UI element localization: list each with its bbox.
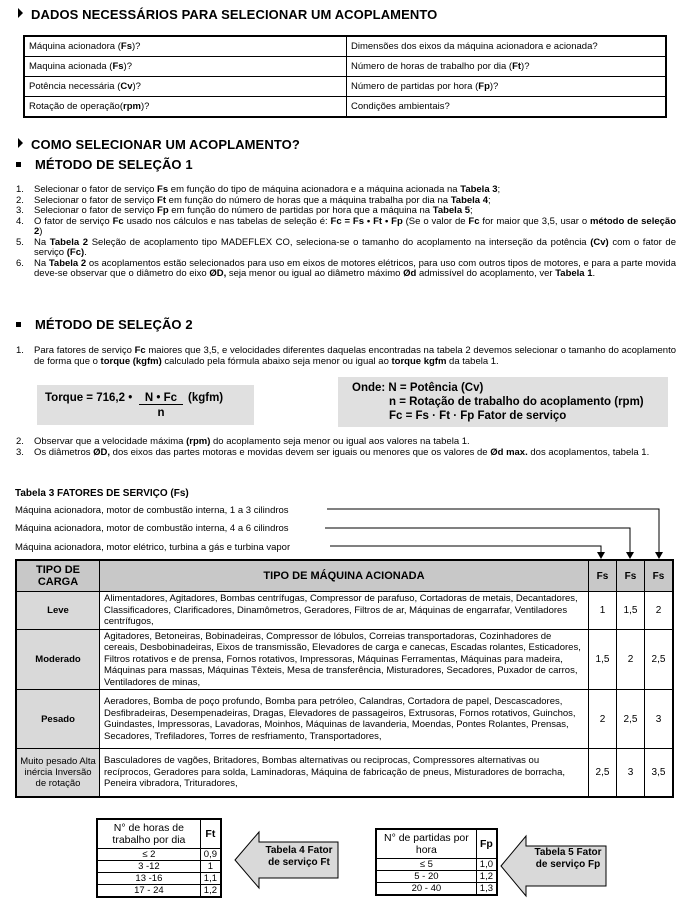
table-row [16, 690, 673, 749]
table-row [97, 872, 221, 884]
hours-range: 3 -12 [97, 860, 200, 872]
header-tipo-carga: TIPO DE CARGA [16, 560, 100, 592]
table-row [16, 629, 673, 690]
machine-list: Agitadores, Betoneiras, Bobinadeiras, Compressor de lóbulos, Correias transportadoras, Cozinhadores de cereais, Desbobinadeiras, Eixos de transmissão, Elevadores de carga e canecas, Escadas rolantes, Esticadores, Filtros rotativos e de prensa, Fornos rotativos, Impressoras, Máquinas Ferramentas, Máquinas para madeira, Máquinas para massas, Máquinas Têxteis, Mesa de transferência, Misturadores, Secadores, Puxador de carros, Ventiladores de minas, [100, 629, 589, 690]
header-tipo-maquina: TIPO DE MÁQUINA ACIONADA [100, 560, 589, 592]
fs-value: 2,5 [645, 629, 674, 690]
hours-range: ≤ 2 [97, 848, 200, 860]
requirement-symbol: Ft [512, 61, 522, 72]
header-fs: Fs [589, 560, 617, 592]
list-item: 5. Na Tabela 2 Seleção de acoplamento tipo MADEFLEX CO, seleciona-se o tamanho do acoplamento na interseção da potência (Cv) com o fator de serviço (Fc). [16, 236, 677, 258]
machine-list: Alimentadores, Agitadores, Bombas centrífugas, Compressor de parafuso, Cortadoras de metais, Decantadores, Classificadores, Clarificadores, Dinamômetros, Geradores, Filtros de ar, Máquinas de engarrafar, Ventiladores centrífugos, [100, 592, 589, 630]
driver-label-3: Máquina acionadora, motor elétrico, turbina a gás e turbina vapor [15, 542, 291, 553]
fs-value: 2 [645, 592, 674, 630]
list-item: 6. Na Tabela 2 os acoplamentos estão selecionados para uso em eixos de motores elétricos, para uso com outros tipos de motores, e para a parte movida deve-se observar que o diâmetro do eixo ØD, seja menor ou igual ao diâmetro máximo Ød admissível do acoplamento, ver Tabela 1. [16, 257, 676, 279]
list-item: 2. Selecionar o fator de serviço Ft em função do número de horas que a máquina trabalha por dia na Tabela 4; [16, 194, 491, 206]
requirement-text: Número de horas de trabalho por dia ( [351, 61, 513, 72]
fs-value: 3 [645, 690, 674, 749]
machine-list: Aeradores, Bomba de poço profundo, Bomba para petróleo, Calandras, Cortadora de papel, Descascadores, Desfibradeiras, Desempenadeiras, Dragas, Elevadores de passageiros, Extrusoras, Fornos rotativos, Guinchos, Guindastes, Impressoras, Lavadoras, Moinhos, Máquinas de lavanderia, Moendas, Pontes Rolantes, Prensas, Secadores, Trefiladores, Torres de resfriamento, Transportadores, [100, 690, 589, 749]
load-category: Pesado [16, 690, 100, 749]
requirement-text: Máquina acionadora ( [29, 41, 121, 52]
load-category: Leve [16, 592, 100, 630]
header-starts: N° de partidas por hora [376, 829, 476, 858]
fs-value: 1,5 [589, 629, 617, 690]
torque-label: Torque = 716,2 • [45, 392, 133, 404]
list-item: 1. Para fatores de serviço Fc maiores que 3,5, e velocidades diferentes daquelas encontradas na tabela 2 devemos selecionar o tamanho do acoplamento de forma que o torque (kgfm) calculado pela fórmula abaixo seja menor ou igual ao torque kgfm da tabela 1. [16, 345, 676, 367]
starts-factor-table [375, 828, 498, 896]
fp-value: 1,0 [476, 858, 497, 870]
requirement-symbol: Fs [120, 41, 132, 52]
table5-label: Tabela 5 Fator de serviço Fp [534, 847, 602, 870]
header-fp: Fp [476, 829, 497, 858]
hours-factor-table [96, 818, 222, 898]
list-item: 4. O fator de serviço Fc usado nos cálculos e nas tabelas de seleção é: Fc = Fs • Ft • Fp (Se o valor de Fc for maior que 3,5, usar o método de seleção 2) [16, 215, 676, 237]
requirement-suffix: )? [140, 101, 150, 112]
section-title-dados: DADOS NECESSÁRIOS PARA SELECIONAR UM ACOPLAMENTO [18, 7, 437, 22]
fs-value: 1 [589, 592, 617, 630]
list-item: 3. Os diâmetros ØD, dos eixos das partes motoras e movidas devem ser iguais ou menores que os valores de Ød max. dos acoplamentos, tabela 1. [16, 446, 650, 458]
table-row [376, 858, 497, 870]
ft-value: 1 [200, 860, 221, 872]
load-category: Moderado [16, 629, 100, 690]
formula-numerator: N • Fc [139, 392, 183, 405]
requirement-text: Dimensões dos eixos da máquina acionadora e acionada? [351, 41, 598, 52]
requirement-text: Número de partidas por hora ( [351, 81, 479, 92]
table4-label: Tabela 4 Fator de serviço Ft [265, 845, 333, 868]
list-item: 3. Selecionar o fator de serviço Fp em função do número de partidas por hora que a máquina na Tabela 5; [16, 205, 473, 216]
fs-value: 2,5 [589, 749, 617, 797]
formula-unit: (kgfm) [188, 392, 224, 404]
method1-title: MÉTODO DE SELEÇÃO 1 [16, 157, 193, 172]
requirement-text: Potência necessária ( [29, 81, 121, 92]
fs-value: 2 [617, 629, 645, 690]
machine-list: Basculadores de vagões, Britadores, Bombas alternativas ou reciprocas, Compressores alternativas ou recíprocos, Geradores para solda, Laminadoras, Máquina de fabricação de pneus, Misturadores de borracha, Peneira vibradora, Trituradores, [100, 749, 589, 797]
requirement-text: Maquina acionada ( [29, 61, 113, 72]
legend-fc: Fc = Fs · Ft · Fp Fator de serviço [389, 410, 567, 422]
fp-value: 1,2 [476, 870, 497, 882]
table3-title: Tabela 3 FATORES DE SERVIÇO (Fs) [15, 488, 189, 499]
starts-range: ≤ 5 [376, 858, 476, 870]
requirement-suffix: )? [132, 41, 141, 52]
fs-value: 2 [589, 690, 617, 749]
ft-value: 1,2 [200, 884, 221, 897]
starts-range: 5 - 20 [376, 870, 476, 882]
requirement-symbol: Fp [478, 81, 490, 92]
formula-denominator: n [157, 407, 165, 419]
table-row [97, 848, 221, 860]
hours-range: 17 - 24 [97, 884, 200, 897]
requirement-suffix: )? [489, 81, 499, 92]
requirement-symbol: Cv [120, 81, 133, 92]
ft-value: 0,9 [200, 848, 221, 860]
list-item: 2. Observar que a velocidade máxima (rpm) do acoplamento seja menor ou igual aos valores na tabela 1. [16, 436, 470, 447]
starts-range: 20 - 40 [376, 882, 476, 895]
requirement-suffix: )? [132, 81, 141, 92]
header-hours: N° de horas de trabalho por dia [97, 819, 200, 848]
load-category: Muito pesado Alta inércia Inversão de rotação [16, 749, 100, 797]
requirement-suffix: )? [123, 61, 132, 72]
fs-value: 3,5 [645, 749, 674, 797]
requirement-text: Condições ambientais? [351, 101, 450, 112]
table-row [16, 749, 673, 797]
section-title-como: COMO SELECIONAR UM ACOPLAMENTO? [18, 137, 300, 152]
method2-title: MÉTODO DE SELEÇÃO 2 [16, 317, 193, 332]
driver-label-2: Máquina acionadora, motor de combustão interna, 4 a 6 cilindros [15, 523, 289, 534]
service-factor-table [15, 559, 674, 798]
requirement-suffix: )? [521, 61, 530, 72]
requirement-symbol: Fs [112, 61, 124, 72]
fp-value: 1,3 [476, 882, 497, 895]
ft-value: 1,1 [200, 872, 221, 884]
table-row [16, 592, 673, 630]
fs-value: 2,5 [617, 690, 645, 749]
table-row [97, 884, 221, 897]
table-row [376, 882, 497, 895]
fs-value: 3 [617, 749, 645, 797]
table-row [97, 860, 221, 872]
hours-range: 13 -16 [97, 872, 200, 884]
header-fs: Fs [645, 560, 674, 592]
header-ft: Ft [200, 819, 221, 848]
requirement-symbol: rpm [123, 101, 141, 112]
legend-n: Onde: N = Potência (Cv) [352, 382, 484, 394]
requirement-text: Rotação de operação( [29, 101, 124, 112]
table-row [376, 870, 497, 882]
list-item: 1. Selecionar o fator de serviço Fs em função do tipo de máquina acionadora e a máquina acionada na Tabela 3; [16, 184, 501, 195]
header-fs: Fs [617, 560, 645, 592]
legend-rpm: n = Rotação de trabalho do acoplamento (rpm) [389, 396, 644, 408]
fs-value: 1,5 [617, 592, 645, 630]
driver-label-1: Máquina acionadora, motor de combustão interna, 1 a 3 cilindros [15, 505, 289, 516]
